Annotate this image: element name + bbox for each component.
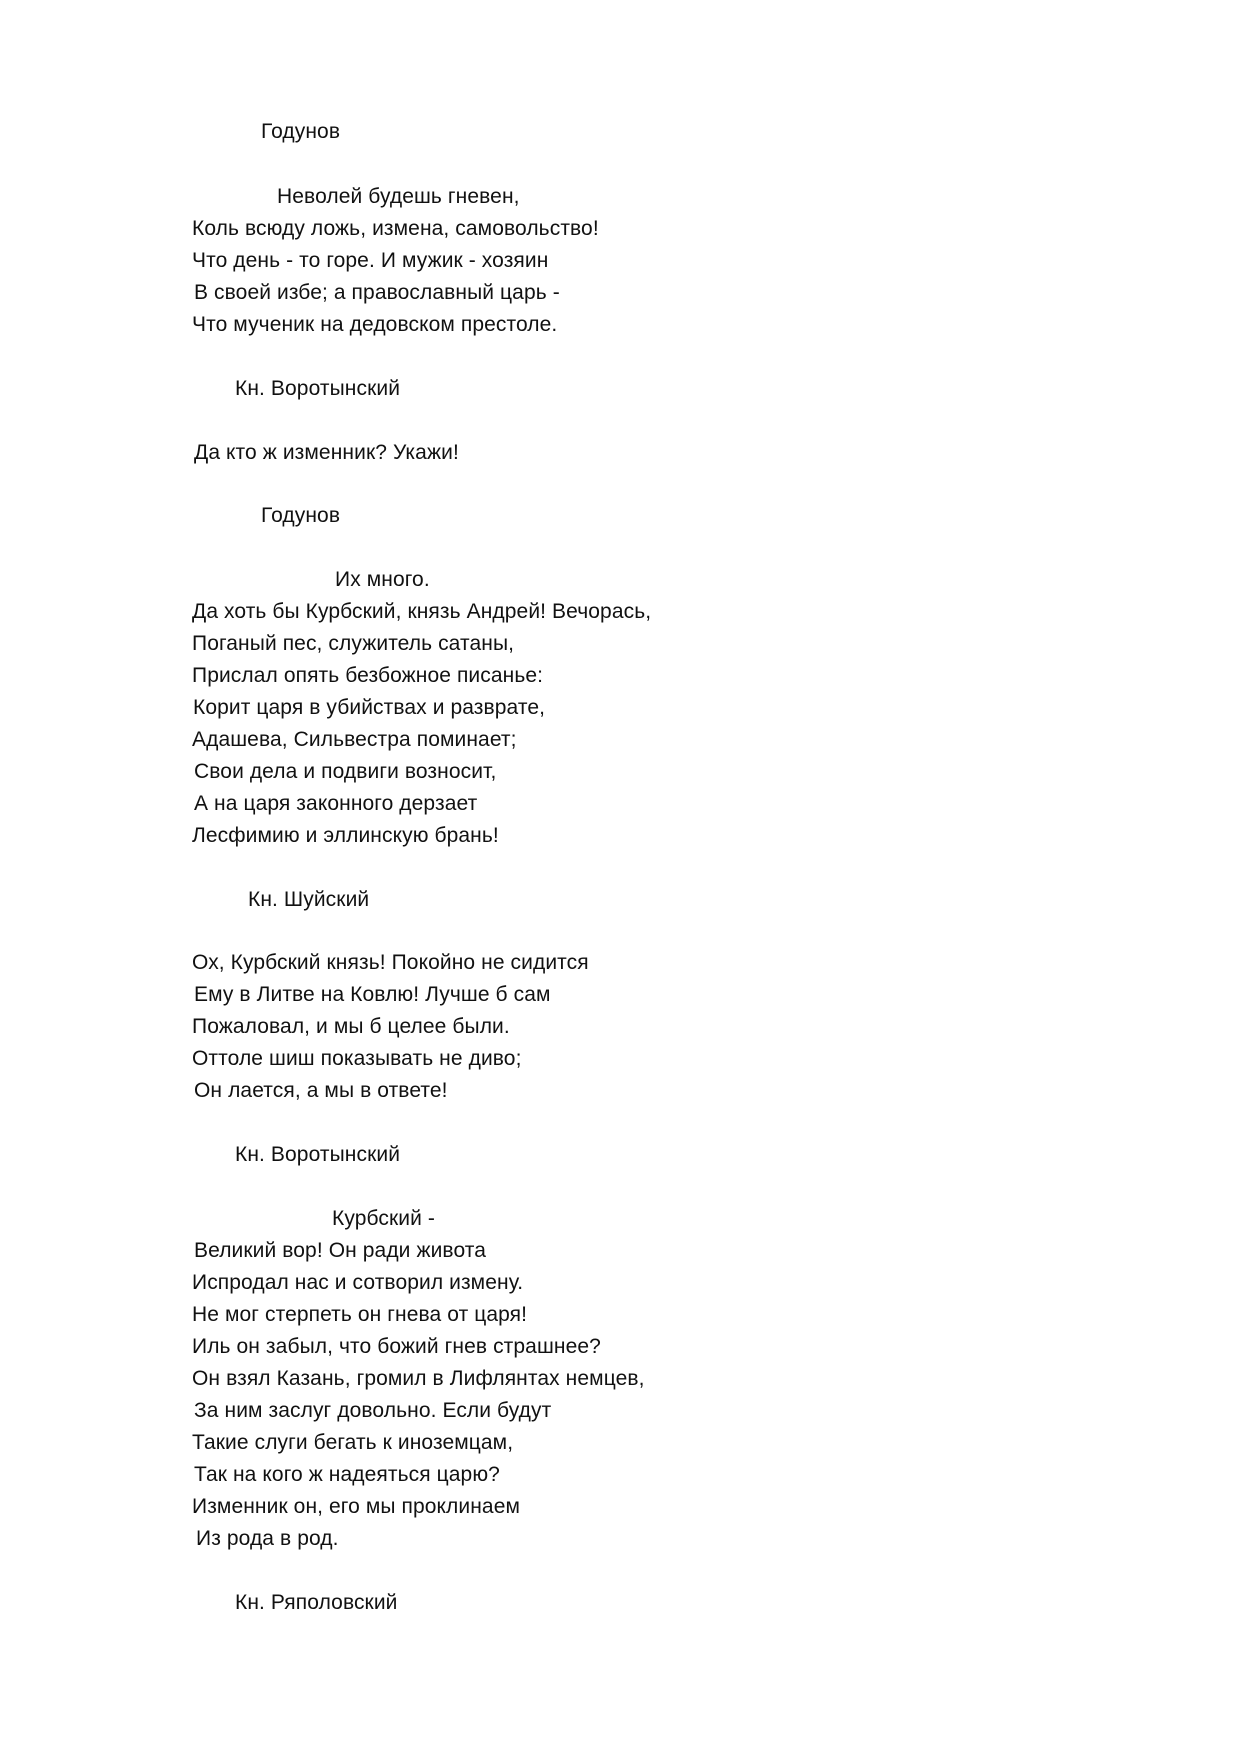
verse-line: Он лается, а мы в ответе! <box>194 1079 448 1102</box>
verse-line: Прислал опять безбожное писанье: <box>192 664 544 687</box>
verse-line: Пожаловал, и мы б целее были. <box>192 1015 510 1038</box>
speaker-name: Кн. Шуйский <box>248 888 370 911</box>
verse-line: В своей избе; а православный царь - <box>194 281 560 304</box>
speaker-name: Кн. Воротынский <box>235 377 401 400</box>
verse-line: Поганый пес, служитель сатаны, <box>192 632 515 655</box>
verse-line: Не мог стерпеть он гнева от царя! <box>192 1303 528 1326</box>
verse-line: Да кто ж изменник? Укажи! <box>194 441 459 464</box>
verse-line: Из рода в род. <box>196 1527 339 1550</box>
verse-line: Корит царя в убийствах и разврате, <box>193 696 546 719</box>
verse-line: А на царя законного дерзает <box>194 792 478 815</box>
verse-line: Неволей будешь гневен, <box>277 185 520 208</box>
verse-line: Курбский - <box>332 1207 435 1230</box>
verse-line: Да хоть бы Курбский, князь Андрей! Вечорась, <box>192 600 652 623</box>
verse-line: Что день - то горе. И мужик - хозяин <box>192 249 549 272</box>
verse-line: Что мученик на дедовском престоле. <box>192 313 558 336</box>
verse-line: Он взял Казань, громил в Лифлянтах немцев, <box>192 1367 645 1390</box>
verse-line: Великий вор! Он ради живота <box>194 1239 487 1262</box>
verse-line: Изменник он, его мы проклинаем <box>192 1495 521 1518</box>
verse-line: Свои дела и подвиги возносит, <box>194 760 497 783</box>
verse-line: Так на кого ж надеяться царю? <box>194 1463 500 1486</box>
speaker-name: Годунов <box>261 504 341 527</box>
verse-line: Ему в Литве на Ковлю! Лучше б сам <box>194 983 551 1006</box>
speaker-name: Годунов <box>261 120 341 143</box>
verse-line: Такие слуги бегать к иноземцам, <box>192 1431 514 1454</box>
verse-line: Оттоле шиш показывать не диво; <box>192 1047 522 1070</box>
verse-line: Испродал нас и сотворил измену. <box>192 1271 524 1294</box>
verse-line: Коль всюду ложь, измена, самовольство! <box>192 217 599 240</box>
speaker-name: Кн. Воротынский <box>235 1143 401 1166</box>
verse-line: Иль он забыл, что божий гнев страшнее? <box>192 1335 601 1358</box>
speaker-name: Кн. Ряполовский <box>235 1591 398 1614</box>
verse-line: Лесфимию и эллинскую брань! <box>192 824 499 847</box>
verse-line: Их много. <box>335 568 430 591</box>
verse-line: За ним заслуг довольно. Если будут <box>194 1399 552 1422</box>
verse-line: Ох, Курбский князь! Покойно не сидится <box>192 951 589 974</box>
verse-line: Адашева, Сильвестра поминает; <box>192 728 517 751</box>
